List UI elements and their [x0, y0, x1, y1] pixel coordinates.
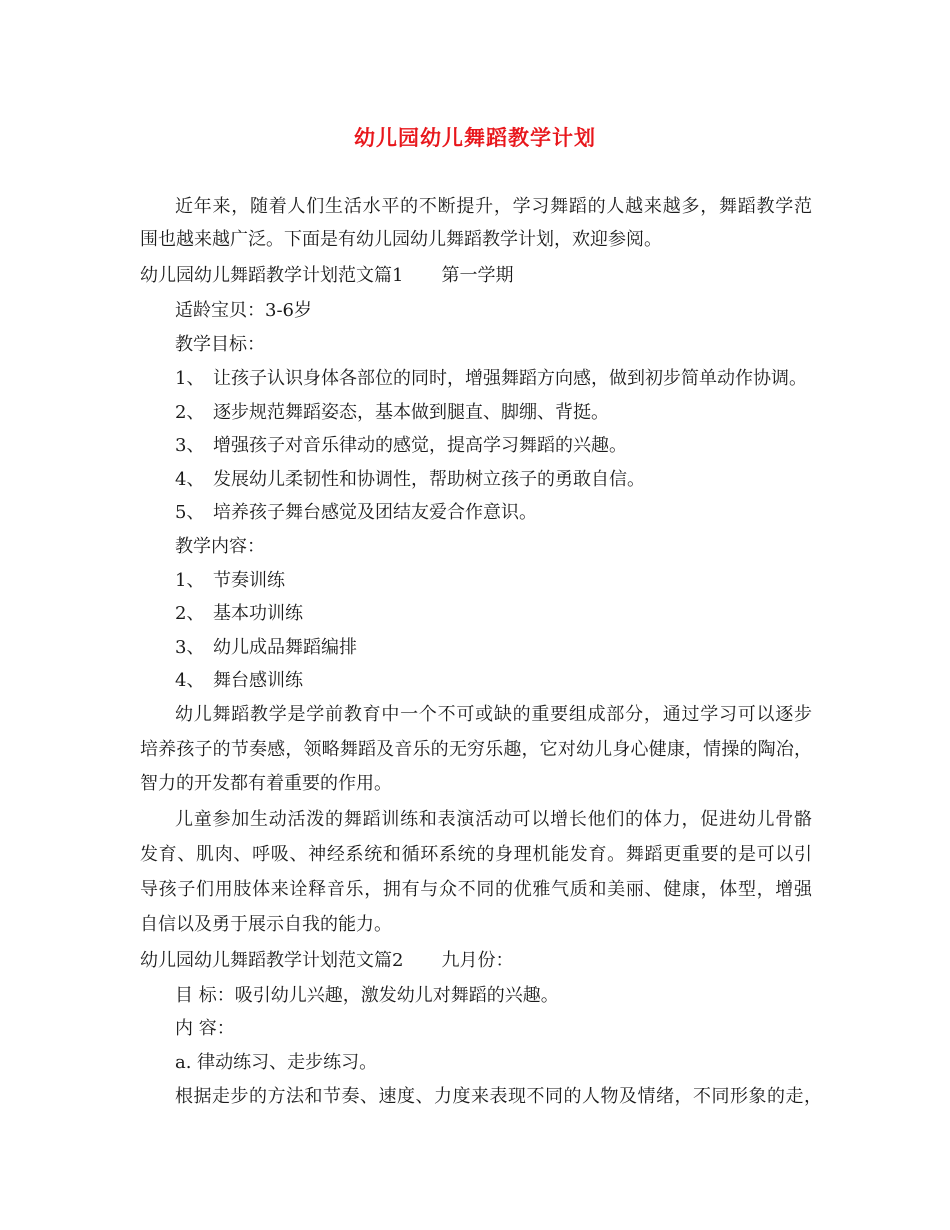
content-text: 幼儿成品舞蹈编排: [213, 637, 357, 658]
section2-content-label: 内 容：: [175, 1018, 235, 1039]
section1-content-label: 教学内容：: [175, 536, 265, 557]
para2-line-2: 发育、肌肉、呼吸、神经系统和循环系统的身理机能发育。舞蹈更重要的是可以引: [140, 844, 812, 865]
goal-num: 5、: [175, 502, 205, 523]
para1-line-1: 幼儿舞蹈教学是学前教育中一个不可或缺的重要组成部分，通过学习可以逐步: [175, 704, 812, 725]
section2-goal: 目 标：吸引幼儿兴趣，激发幼儿对舞蹈的兴趣。: [175, 985, 559, 1006]
section1-goals-label: 教学目标：: [175, 334, 265, 355]
content-text: 节奏训练: [213, 570, 285, 591]
goal-text: 培养孩子舞台感觉及团结友爱合作意识。: [213, 502, 537, 523]
content-num: 4、: [175, 670, 205, 691]
content-num: 2、: [175, 603, 205, 624]
content-num: 1、: [175, 570, 205, 591]
content-num: 3、: [175, 637, 205, 658]
content-item: [175, 636, 357, 660]
content-text: 基本功训练: [213, 603, 303, 624]
content-text: 舞台感训练: [213, 670, 303, 691]
goal-item: [175, 501, 537, 525]
goal-text: 让孩子认识身体各部位的同时，增强舞蹈方向感，做到初步简单动作协调。: [213, 368, 807, 389]
goal-item: [175, 434, 627, 458]
section2-heading: 幼儿园幼儿舞蹈教学计划范文篇2: [140, 950, 404, 971]
goal-item: [175, 401, 609, 425]
goal-item: [175, 468, 645, 492]
document-title: 幼儿园幼儿舞蹈教学计划: [354, 126, 596, 150]
goal-item: [175, 367, 807, 391]
content-item: [175, 669, 303, 693]
section2-subheading: 九月份：: [441, 950, 514, 971]
section1-age: 适龄宝贝：3-6岁: [175, 300, 312, 321]
para2-line-4: 自信以及勇于展示自我的能力。: [140, 914, 392, 935]
para2-line-3: 导孩子们用肢体来诠释音乐，拥有与众不同的优雅气质和美丽、健康，体型，增强: [140, 879, 812, 900]
goal-text: 逐步规范舞蹈姿态，基本做到腿直、脚绷、背挺。: [213, 402, 609, 423]
content-item: [175, 569, 285, 593]
goal-num: 4、: [175, 469, 205, 490]
section1-heading-row: [140, 264, 513, 288]
section2-item-a: a. 律动练习、走步练习。: [175, 1052, 378, 1073]
goal-text: 增强孩子对音乐律动的感觉，提高学习舞蹈的兴趣。: [213, 435, 627, 456]
section2-heading-row: [140, 949, 513, 973]
goal-num: 1、: [175, 368, 205, 389]
intro-line-1: 近年来，随着人们生活水平的不断提升，学习舞蹈的人越来越多，舞蹈教学范: [175, 196, 812, 217]
intro-line-2: 围也越来越广泛。下面是有幼儿园幼儿舞蹈教学计划，欢迎参阅。: [140, 229, 662, 250]
section1-subheading: 第一学期: [441, 265, 514, 286]
content-item: [175, 602, 303, 626]
para2-line-1: 儿童参加生动活泼的舞蹈训练和表演活动可以增长他们的体力，促进幼儿骨骼: [175, 809, 812, 830]
section2-para: 根据走步的方法和节奏、速度、力度来表现不同的人物及情绪，不同形象的走，: [175, 1086, 822, 1107]
section1-heading: 幼儿园幼儿舞蹈教学计划范文篇1: [140, 265, 404, 286]
goal-num: 3、: [175, 435, 205, 456]
para1-line-3: 智力的开发都有着重要的作用。: [140, 773, 392, 794]
para1-line-2: 培养孩子的节奏感，领略舞蹈及音乐的无穷乐趣，它对幼儿身心健康，情操的陶冶，: [140, 739, 812, 760]
goal-text: 发展幼儿柔韧性和协调性，帮助树立孩子的勇敢自信。: [213, 469, 645, 490]
goal-num: 2、: [175, 402, 205, 423]
